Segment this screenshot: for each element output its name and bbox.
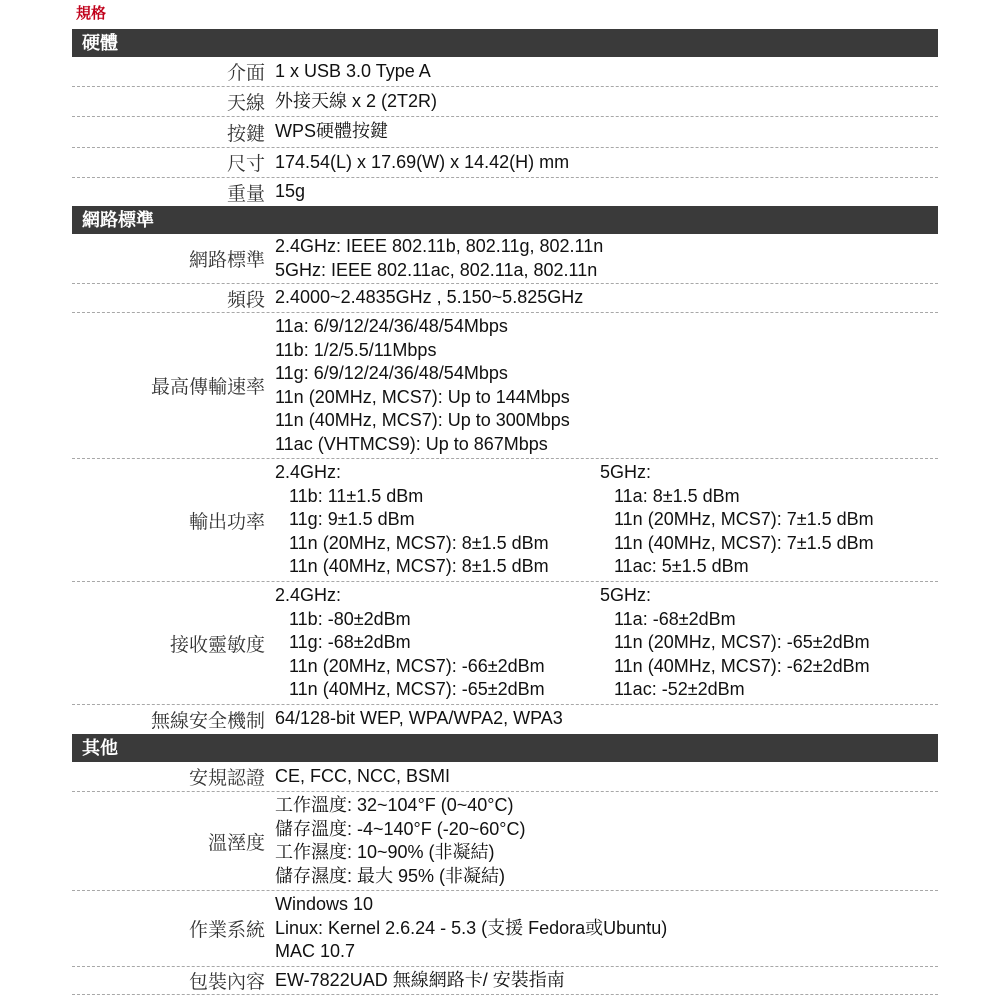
spec-table	[72, 29, 938, 995]
section-header-hardware: 硬體	[72, 29, 938, 57]
value-line: 11n (20MHz, MCS7): Up to 144Mbps	[275, 386, 570, 407]
spec-label: 溫溼度	[207, 832, 265, 854]
spec-row-package	[72, 967, 938, 995]
value-line: 11n (20MHz, MCS7): -66±2dBm	[289, 655, 545, 676]
spec-row-band	[72, 284, 938, 313]
spec-label: 輸出功率	[188, 511, 265, 533]
value-line: 11a: 8±1.5 dBm	[614, 485, 740, 506]
spec-row-output-power	[72, 459, 938, 582]
spec-label: 尺寸	[226, 154, 265, 175]
spec-row-max-rate	[72, 313, 938, 459]
spec-label: 接收靈敏度	[169, 634, 265, 656]
spec-value	[275, 313, 938, 458]
spec-row-certification	[72, 762, 938, 792]
spec-value: EW-7822UAD 無線網路卡/ 安裝指南	[275, 970, 565, 990]
value-line: 11b: -80±2dBm	[289, 608, 411, 629]
value-line: 儲存濕度: 最大 95% (非凝結)	[275, 865, 506, 886]
value-line: MAC 10.7	[275, 941, 356, 961]
spec-label: 介面	[226, 63, 265, 84]
spec-value	[275, 234, 938, 283]
value-line: 11n (20MHz, MCS7): 8±1.5 dBm	[289, 532, 549, 553]
spec-value: 64/128-bit WEP, WPA/WPA2, WPA3	[275, 708, 563, 728]
column-5ghz	[600, 584, 938, 704]
spec-value	[275, 792, 938, 890]
spec-value: 15g	[275, 181, 306, 201]
spec-label: 最高傳輸速率	[150, 377, 265, 398]
spec-value: CE, FCC, NCC, BSMI	[275, 766, 451, 786]
value-line: 工作濕度: 10~90% (非凝結)	[275, 842, 495, 862]
spec-value	[275, 459, 938, 581]
value-line: Windows 10	[275, 894, 374, 914]
value-line: 11b: 1/2/5.5/11Mbps	[275, 339, 437, 360]
spec-row-antenna	[72, 87, 938, 117]
band-heading: 2.4GHz:	[275, 585, 342, 605]
spec-label: 重量	[226, 183, 265, 205]
value-line: 工作溫度: 32~104°F (0~40°C)	[275, 795, 514, 815]
value-line: 11ac: -52±2dBm	[614, 679, 745, 699]
value-line: 儲存溫度: -4~140°F (-20~60°C)	[275, 818, 526, 839]
spec-label: 包裝內容	[188, 972, 265, 993]
spec-label: 網路標準	[188, 250, 265, 271]
column-5ghz	[600, 461, 938, 581]
spec-row-weight	[72, 178, 938, 206]
column-2-4ghz	[275, 461, 600, 581]
spec-label: 作業系統	[188, 920, 265, 941]
spec-label: 按鍵	[226, 123, 265, 145]
spec-label: 無線安全機制	[150, 711, 265, 732]
value-line: 11a: 6/9/12/24/36/48/54Mbps	[275, 316, 508, 336]
value-line: 5GHz: IEEE 802.11ac, 802.11a, 802.11n	[275, 259, 598, 280]
value-line: 11n (20MHz, MCS7): 7±1.5 dBm	[614, 509, 874, 529]
spec-row-environment	[72, 792, 938, 891]
band-heading: 5GHz:	[600, 585, 652, 605]
value-line: 11n (40MHz, MCS7): Up to 300Mbps	[275, 410, 570, 430]
band-heading: 5GHz:	[600, 462, 652, 482]
spec-row-security	[72, 705, 938, 734]
section-header-other: 其他	[72, 734, 938, 762]
section-header-network: 網路標準	[72, 206, 938, 234]
value-line: 11g: 6/9/12/24/36/48/54Mbps	[275, 363, 508, 383]
column-2-4ghz	[275, 584, 600, 704]
spec-label: 安規認證	[188, 768, 265, 789]
spec-row-sensitivity	[72, 582, 938, 705]
spec-label: 天線	[226, 93, 265, 114]
value-line: 11ac (VHTMCS9): Up to 867Mbps	[275, 433, 548, 454]
spec-value: 2.4000~2.4835GHz , 5.150~5.825GHz	[275, 287, 584, 307]
spec-value: WPS硬體按鍵	[275, 121, 389, 141]
value-line: Linux: Kernel 2.6.24 - 5.3 (支援 Fedora或Ubuntu)	[275, 917, 668, 938]
spec-value: 1 x USB 3.0 Type A	[275, 61, 431, 81]
value-line: 11a: -68±2dBm	[614, 608, 736, 629]
band-heading: 2.4GHz:	[275, 462, 342, 482]
value-line: 11n (40MHz, MCS7): 8±1.5 dBm	[289, 556, 549, 576]
spec-row-network-standard	[72, 234, 938, 284]
value-line: 11b: 11±1.5 dBm	[289, 485, 424, 506]
spec-row-button	[72, 117, 938, 148]
value-line: 11n (40MHz, MCS7): -65±2dBm	[289, 679, 545, 699]
value-line: 11g: 9±1.5 dBm	[289, 509, 415, 529]
value-line: 11n (40MHz, MCS7): -62±2dBm	[614, 655, 870, 676]
value-line: 11n (40MHz, MCS7): 7±1.5 dBm	[614, 532, 874, 553]
spec-label: 頻段	[226, 289, 265, 311]
value-line: 11n (20MHz, MCS7): -65±2dBm	[614, 632, 870, 652]
spec-value	[275, 582, 938, 704]
value-line: 11g: -68±2dBm	[289, 632, 411, 652]
spec-row-interface	[72, 57, 938, 87]
spec-row-size	[72, 148, 938, 178]
spec-value: 外接天線 x 2 (2T2R)	[275, 91, 438, 111]
spec-title: 規格	[76, 5, 107, 22]
spec-row-os	[72, 891, 938, 967]
value-line: 11ac: 5±1.5 dBm	[614, 556, 749, 576]
spec-value: 174.54(L) x 17.69(W) x 14.42(H) mm	[275, 152, 570, 172]
spec-value	[275, 891, 938, 966]
value-line: 2.4GHz: IEEE 802.11b, 802.11g, 802.11n	[275, 236, 604, 256]
